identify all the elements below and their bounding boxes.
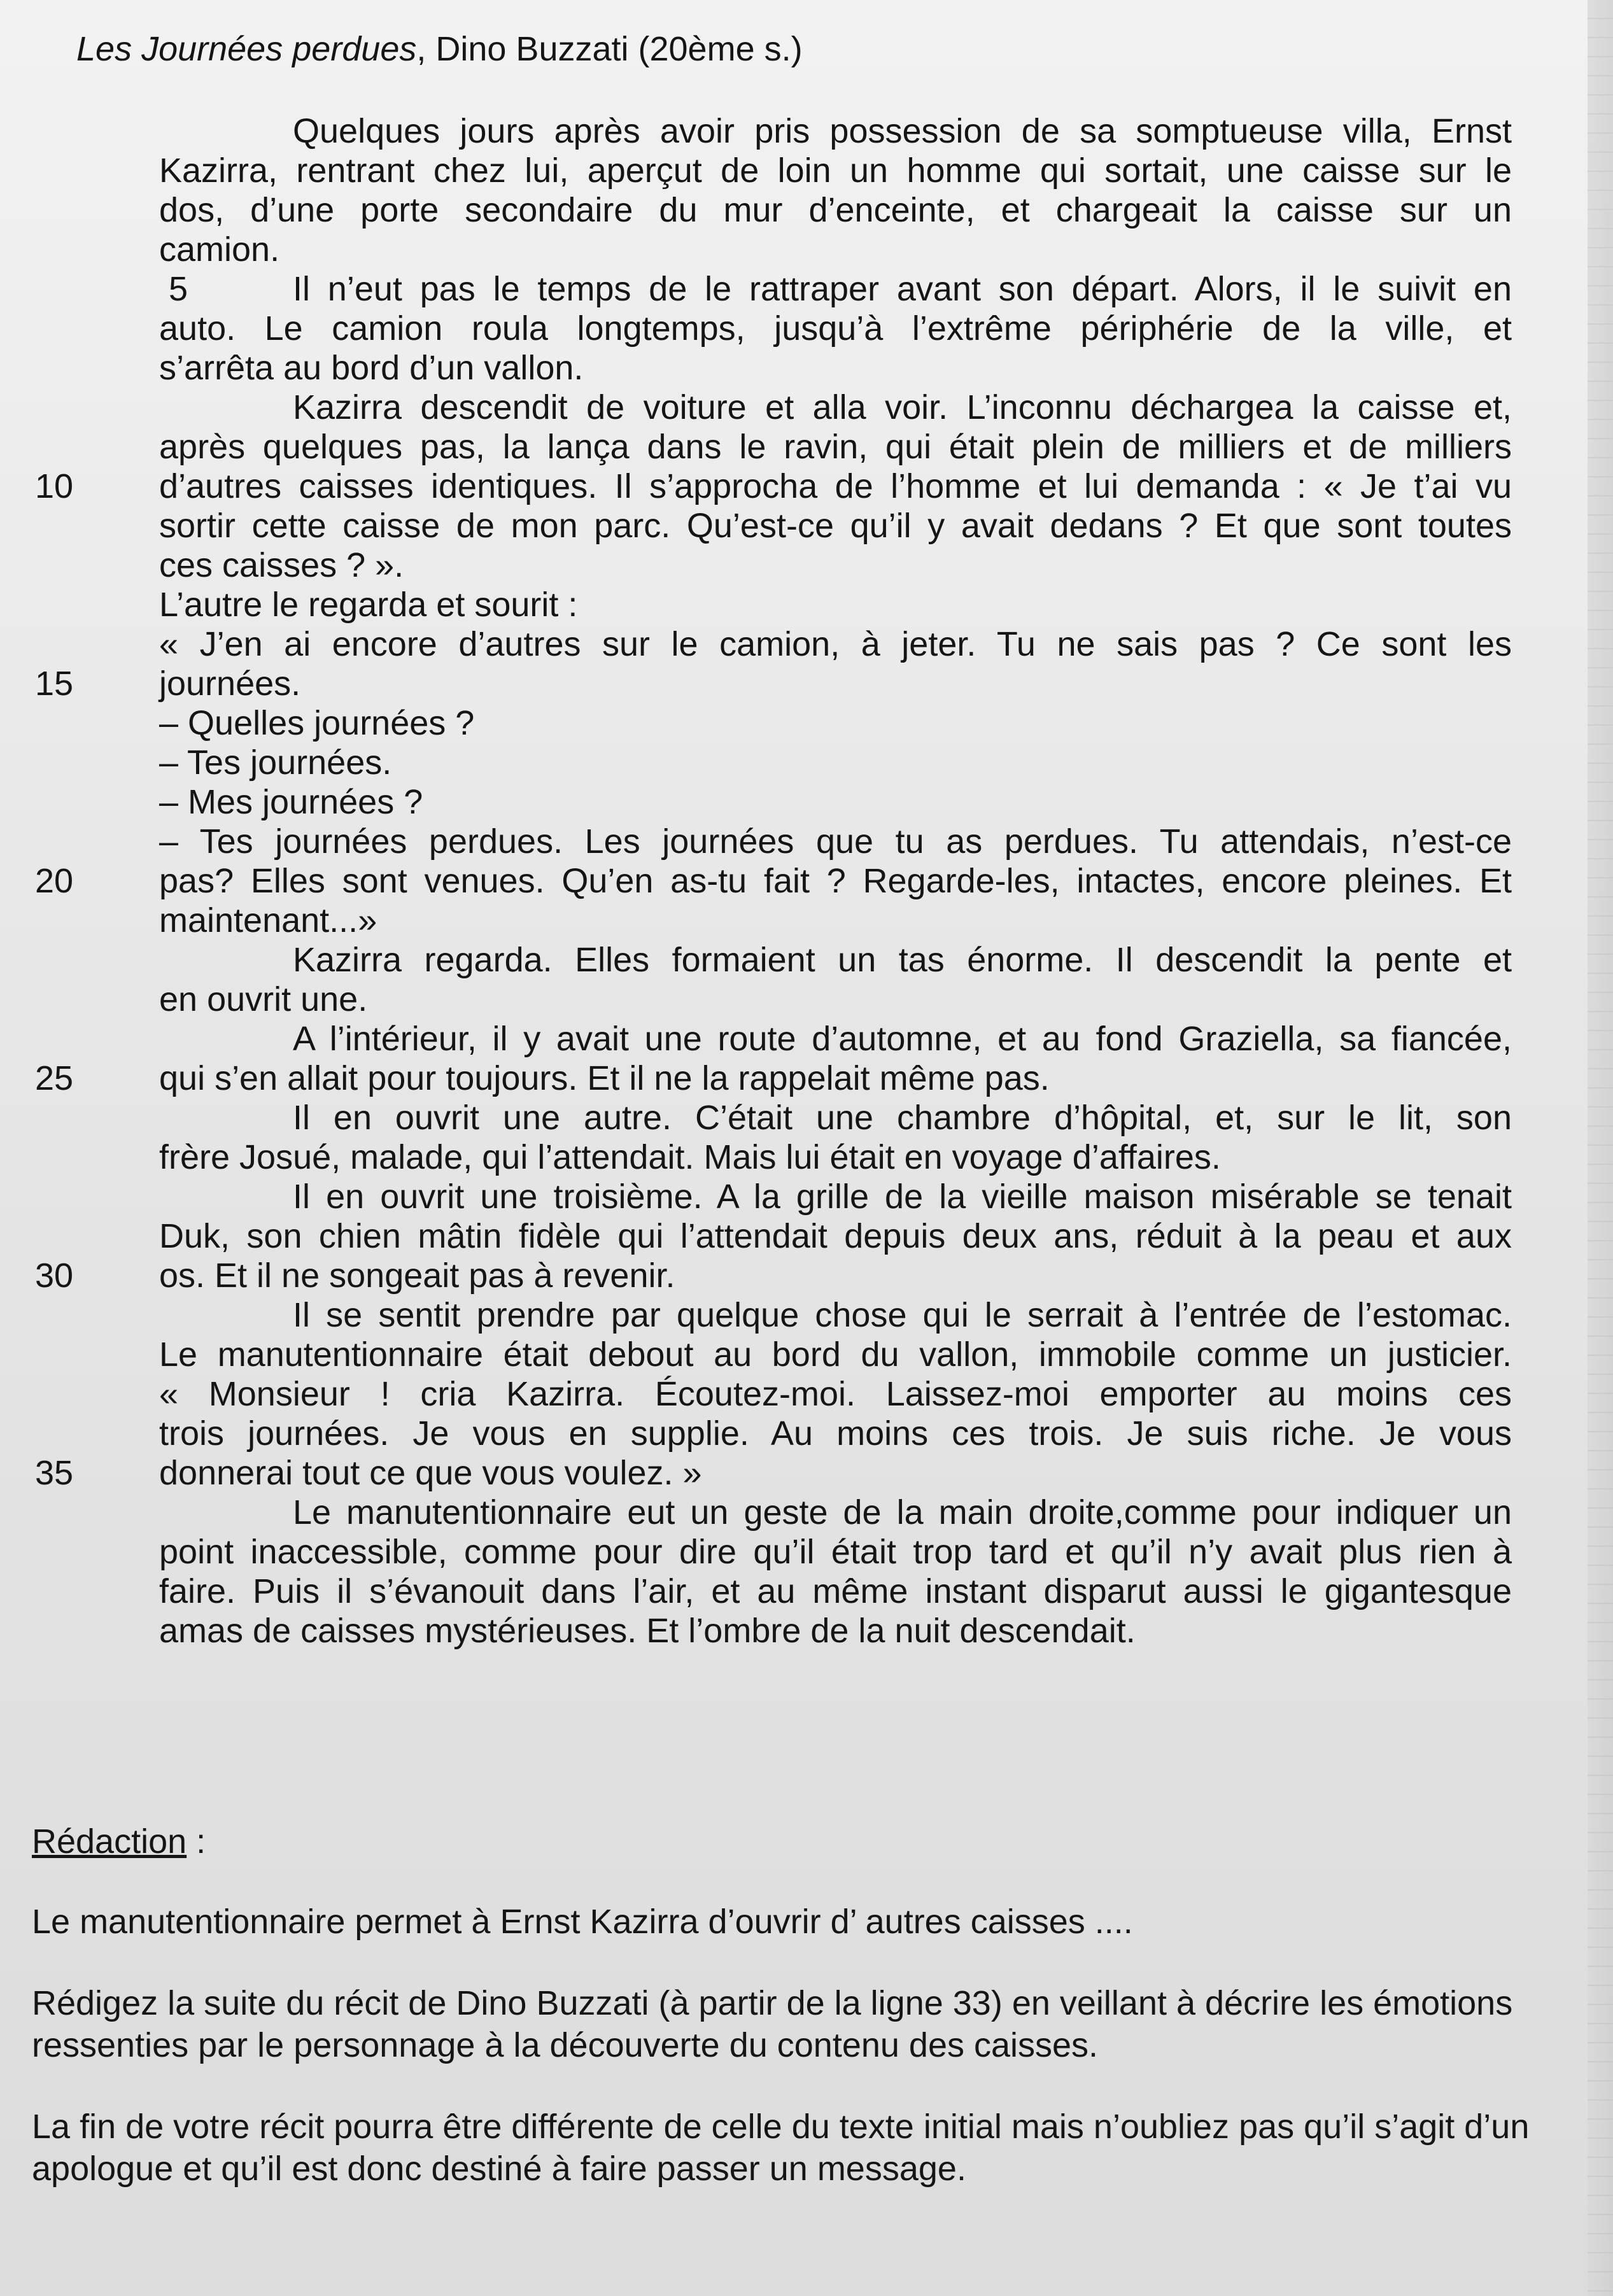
- text-line: Le manutentionnaire eut un geste de la main droite,comme pour indiquer un: [293, 1493, 1512, 1532]
- text-line: – Mes journées ?: [159, 783, 423, 821]
- text-line: camion.: [159, 230, 280, 269]
- text-line: ces caisses ? ».: [159, 546, 404, 584]
- text-line: [35, 1059, 1512, 1098]
- text-line: Il en ouvrit une autre. C’était une chambre d’hôpital, et, sur le lit, son: [293, 1099, 1512, 1137]
- text-line: Il en ouvrit une troisième. A la grille de la vieille maison misérable se tenait: [293, 1178, 1512, 1216]
- text-line: A l’intérieur, il y avait une route d’automne, et au fond Graziella, sa fiancée,: [293, 1020, 1512, 1058]
- text-line: [159, 269, 1512, 309]
- text-line: maintenant...»: [159, 901, 377, 940]
- text-line: Kazirra, rentrant chez lui, aperçut de loin un homme qui sortait, une caisse sur le: [159, 151, 1512, 190]
- story-text: [35, 111, 1512, 1651]
- text-line: – Tes journées.: [159, 743, 392, 782]
- text-line: s’arrêta au bord d’un vallon.: [159, 349, 584, 387]
- text-line: Quelques jours après avoir pris possession de sa somptueuse villa, Ernst: [293, 112, 1512, 150]
- redaction-title-colon: :: [187, 1822, 206, 1861]
- line-number-10: 10: [35, 467, 74, 505]
- graph-paper-margin: [1588, 0, 1613, 2296]
- document-header: [76, 29, 803, 70]
- text-line-content: pas? Elles sont venues. Qu’en as-tu fait ? Regarde-les, intactes, encore pleines. Et: [159, 862, 1512, 900]
- text-line: Kazirra descendit de voiture et alla voir. L’inconnu déchargea la caisse et,: [293, 388, 1512, 426]
- text-line: amas de caisses mystérieuses. Et l’ombre de la nuit descendait.: [159, 1612, 1136, 1650]
- text-line-content: Il n’eut pas le temps de le rattraper avant son départ. Alors, il le suivit en: [293, 270, 1512, 308]
- text-line: après quelques pas, la lança dans le ravin, qui était plein de milliers et de milliers: [159, 428, 1512, 466]
- redaction-title: Rédaction: [32, 1822, 187, 1861]
- text-line: Kazirra regarda. Elles formaient un tas énorme. Il descendit la pente et: [293, 941, 1512, 979]
- text-line: – Quelles journées ?: [159, 704, 475, 742]
- text-line: – Tes journées perdues. Les journées que tu as perdues. Tu attendais, n’est-ce: [159, 822, 1512, 861]
- text-line: trois journées. Je vous en supplie. Au moins ces trois. Je suis riche. Je vous: [159, 1414, 1512, 1453]
- text-line: Il se sentit prendre par quelque chose qui le serrait à l’entrée de l’estomac.: [293, 1296, 1512, 1334]
- text-line: [35, 467, 1512, 506]
- text-line: auto. Le camion roula longtemps, jusqu’à l’extrême périphérie de la ville, et: [159, 309, 1512, 348]
- text-line: L’autre le regarda et sourit :: [159, 586, 578, 624]
- text-line: [35, 1453, 1512, 1493]
- text-line: « J’en ai encore d’autres sur le camion, à jeter. Tu ne sais pas ? Ce sont les: [159, 625, 1512, 663]
- text-line: point inaccessible, comme pour dire qu’il était trop tard et qu’il n’y avait plus rien à: [159, 1533, 1512, 1571]
- text-line: faire. Puis il s’évanouit dans l’air, et au même instant disparut aussi le gigantesque: [159, 1572, 1512, 1610]
- line-number-35: 35: [35, 1454, 74, 1492]
- text-line: [35, 1256, 1512, 1295]
- text-line: dos, d’une porte secondaire du mur d’enceinte, et chargeait la caisse sur un: [159, 191, 1512, 229]
- line-number-25: 25: [35, 1059, 74, 1097]
- text-line-content: qui s’en allait pour toujours. Et il ne la rappelait même pas.: [159, 1059, 1050, 1097]
- text-line-content: d’autres caisses identiques. Il s’approcha de l’homme et lui demanda : « Je t’ai vu: [159, 467, 1512, 505]
- redaction-heading: [32, 1821, 1560, 1863]
- text-line: frère Josué, malade, qui l’attendait. Mais lui était en voyage d’affaires.: [159, 1138, 1221, 1176]
- line-number-30: 30: [35, 1257, 74, 1295]
- text-line: [35, 664, 1512, 703]
- text-line: en ouvrit une.: [159, 980, 368, 1018]
- redaction-instruction: Rédigez la suite du récit de Dino Buzzati (à partir de la ligne 33) en veillant à décrire les émotions ressenties par le personnage à la découverte du contenu des caisses.: [32, 1984, 1513, 2064]
- line-number-20: 20: [35, 862, 74, 900]
- redaction-instruction: La fin de votre récit pourra être différente de celle du texte initial mais n’oubliez pas qu’il s’agit d’un apologue et qu’il est donc destiné à faire passer un message.: [32, 2108, 1530, 2188]
- text-line: Le manutentionnaire était debout au bord du vallon, immobile comme un justicier.: [159, 1335, 1512, 1374]
- document-title: Les Journées perdues: [76, 30, 417, 68]
- text-line: [35, 861, 1512, 901]
- text-line-content: os. Et il ne songeait pas à revenir.: [159, 1257, 675, 1295]
- text-line-content: donnerai tout ce que vous voulez. »: [159, 1454, 702, 1492]
- document-author: , Dino Buzzati (20ème s.): [416, 30, 803, 68]
- redaction-instruction: Le manutentionnaire permet à Ernst Kazirra d’ouvrir d’ autres caisses ....: [32, 1903, 1133, 1941]
- line-number-15: 15: [35, 665, 74, 703]
- redaction-section: [32, 1821, 1560, 2229]
- text-line: « Monsieur ! cria Kazirra. Écoutez-moi. Laissez-moi emporter au moins ces: [159, 1375, 1512, 1413]
- text-line: Duk, son chien mâtin fidèle qui l’attendait depuis deux ans, réduit à la peau et aux: [159, 1217, 1512, 1255]
- line-number-5: 5: [169, 270, 188, 308]
- text-line-content: journées.: [159, 665, 301, 703]
- text-line: sortir cette caisse de mon parc. Qu’est-ce qu’il y avait dedans ? Et que sont toutes: [159, 507, 1512, 545]
